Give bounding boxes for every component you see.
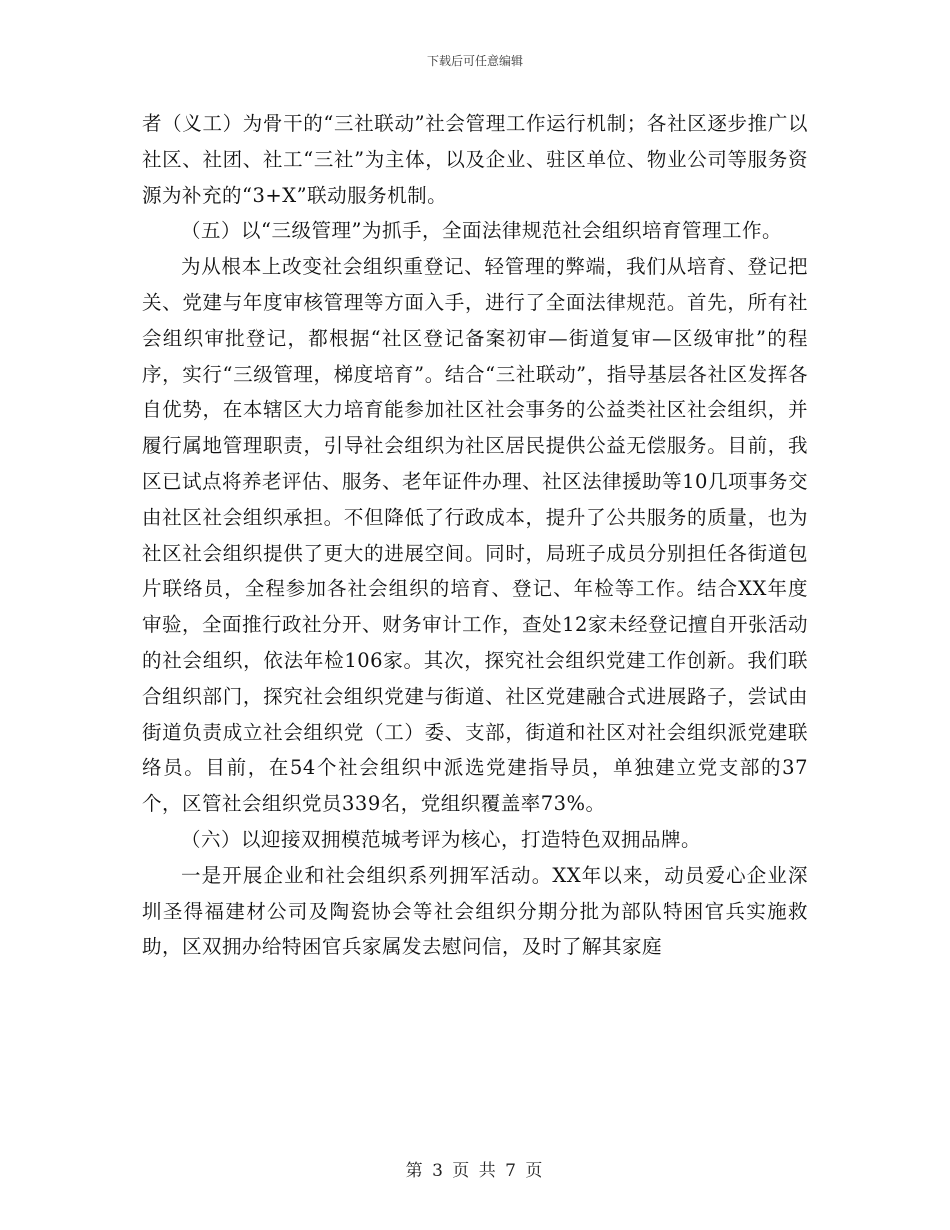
page-number-footer: 第 3 页 共 7 页 — [405, 1161, 545, 1181]
paragraph-continuation: 者（义工）为骨干的“三社联动”社会管理工作运行机制；各社区逐步推广以社区、社团、社工“三社”为主体，以及企业、驻区单位、物业公司等服务资源为补充的“3+X”联动服务机制。 — [142, 112, 808, 207]
paragraph-management: 为从根本上改变社会组织重登记、轻管理的弊端，我们从培育、登记把关、党建与年度审核管理等方面入手，进行了全面法律规范。首先，所有社会组织审批登记，都根据“社区登记备案初审—街道复审—区级审批”的程序，实行“三级管理，梯度培育”。结合“三社联动”，指导基层各社区发挥各自优势，在本辖区大力培育能参加社区社会事务的公益类社区社会组织，并履行属地管理职责，引导社会组织为社区居民提供公益无偿服务。目前，我区已试点将养老评估、服务、老年证件办理、社区法律援助等10几项事务交由社区社会组织承担。不但降低了行政成本，提升了公共服务的质量，也为社区社会组织提供了更大的进展空间。同时，局班子成员分别担任各街道包片联络员，全程参加各社会组织的培育、登记、年检等工作。结合XX年度审验，全面推行政社分开、财务审计工作，查处12家未经登记擅自开张活动的社会组织，依法年检106家。其次，探究社会组织党建工作创新。我们联合组织部门，探究社会组织党建与街道、社区党建融合式进展路子，尝试由街道负责成立社会组织党（工）委、支部，街道和社区对社会组织派党建联络员。目前，在54个社会组织中派选党建指导员，单独建立党支部的37个，区管社会组织党员339名，党组织覆盖率73%。 — [142, 255, 808, 816]
section-heading-five: （五）以“三级管理”为抓手，全面法律规范社会组织培育管理工作。 — [181, 219, 782, 243]
paragraph-support-army: 一是开展企业和社会组织系列拥军活动。XX年以来，动员爱心企业深圳圣得福建材公司及陶瓷协会等社会组织分期分批为部队特困官兵实施救助，区双拥办给特困官兵家属发去慰问信，及时了解其家庭 — [142, 863, 808, 959]
page-header: 下载后可任意编辑 — [426, 54, 523, 68]
document-body — [142, 106, 808, 965]
section-heading-six: （六）以迎接双拥模范城考评为核心，打造特色双拥品牌。 — [181, 827, 702, 851]
